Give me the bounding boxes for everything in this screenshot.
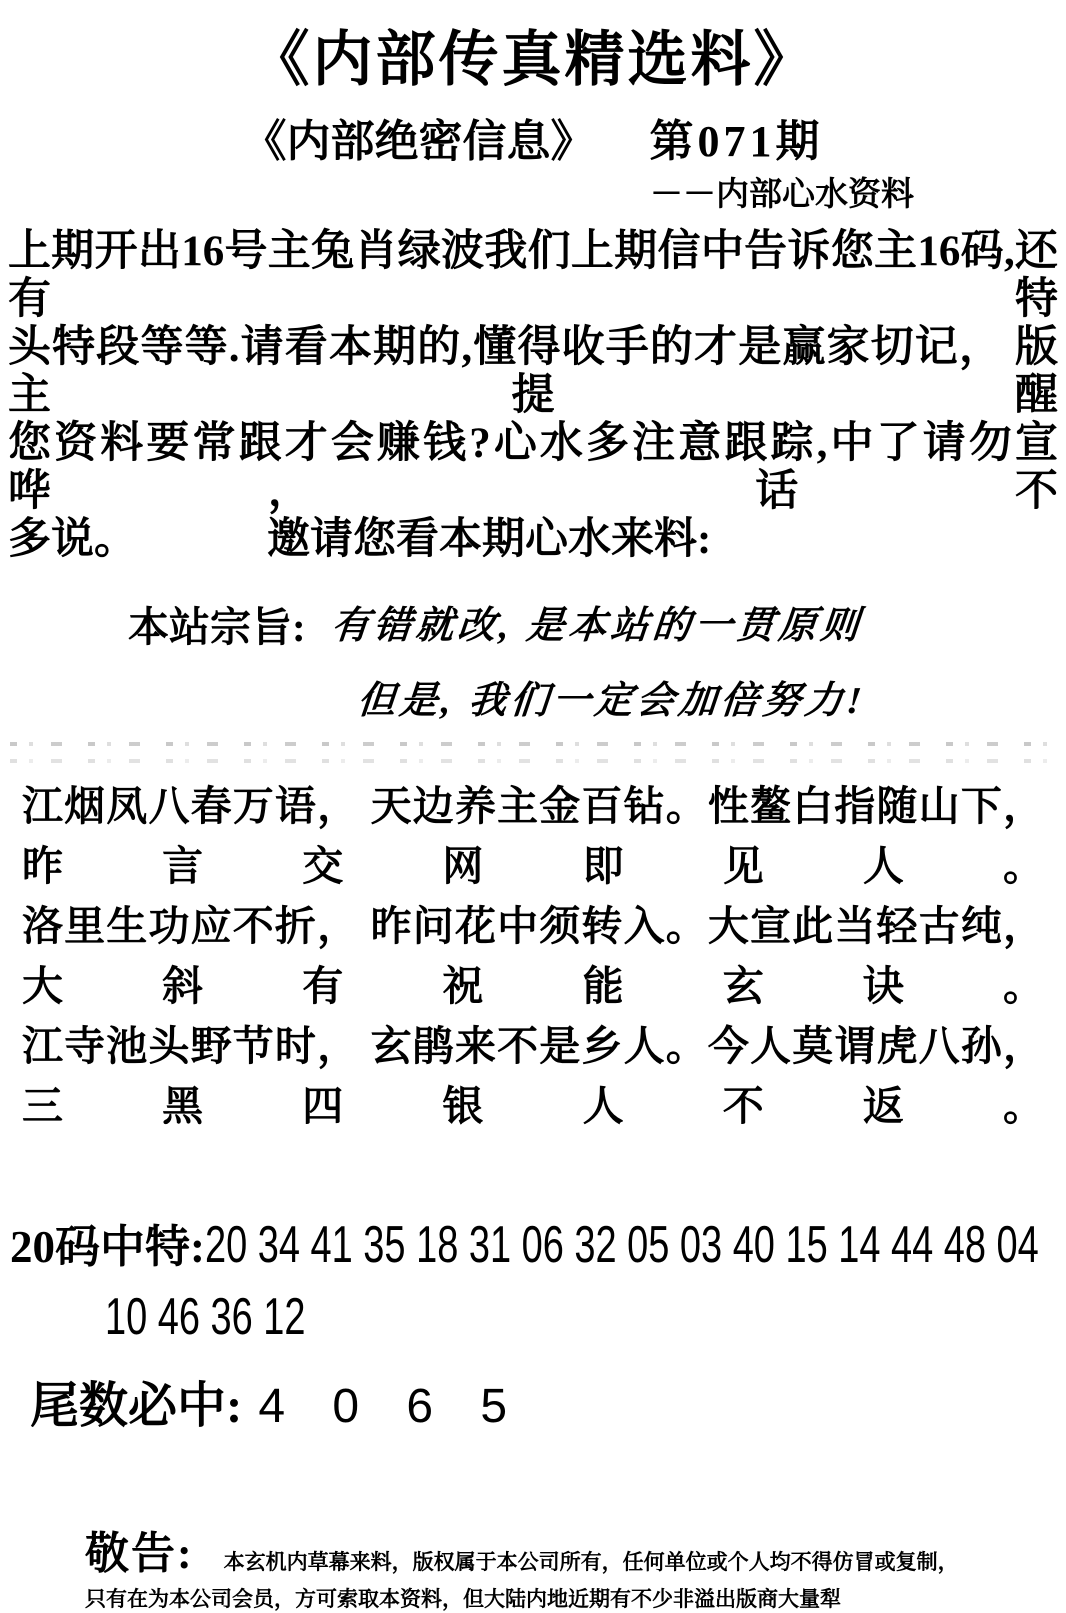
motto-line-2: 但是, 我们一定会加倍努力! <box>355 680 868 722</box>
picks-row-1 <box>10 1210 1066 1275</box>
intro-line-3: 您资料要常跟才会赚钱?心水多注意跟踪,中了请勿宣哗， 话不 <box>8 420 1058 515</box>
notice-line-2: 只有在为本公司会员，方可索取本资料，但大陆内地近期有不少非溢出版商大量犁 <box>85 1587 841 1611</box>
notice-label: 敬告: <box>85 1529 194 1578</box>
subtitle-row <box>0 116 1066 168</box>
intro-line-4 <box>8 516 1058 564</box>
picks-label: 20码中特: <box>10 1222 205 1272</box>
page-title: 《内部传真精选料》 <box>249 27 817 93</box>
issue-number: 第071期 <box>649 117 824 166</box>
tail-codes: 4 0 6 5 <box>258 1380 508 1433</box>
scan-noise-band <box>10 742 1056 763</box>
intro-line-4-right: 邀请您看本期心水来料: <box>267 516 712 563</box>
tagline: －－内部心水资料 <box>650 177 914 213</box>
notice-line-1: 本玄机内草幕来料，版权属于本公司所有，任何单位或个人均不得仿冒或复制， <box>223 1550 959 1574</box>
intro-line-4-left: 多说。 <box>8 516 137 563</box>
intro-paragraph <box>8 228 1058 564</box>
tail-row <box>30 1367 1066 1437</box>
poem-line-3: 江寺池头野节时， 玄鹃来不是乡人。今人莫谓虎八孙， 三黑四银人不返。 <box>22 1023 1044 1129</box>
motto-label: 本站宗旨: <box>128 604 306 650</box>
poem-line-2: 洛里生功应不折， 昨问花中须转入。大宣此当轻古纯， 大斜有祝能玄诀。 <box>22 903 1044 1009</box>
number-picks <box>0 1210 1066 1437</box>
intro-line-2: 头特段等等.请看本期的,懂得收手的才是赢家切记， 版主提醒 <box>8 324 1058 419</box>
scan-noise-stripe <box>10 742 1056 746</box>
site-motto <box>0 594 1066 724</box>
tail-label: 尾数必中: <box>30 1378 243 1433</box>
motto-line-1: 有错就改, 是本站的一贯原则 <box>329 605 865 647</box>
picks-codes-line-1: 20 34 41 35 18 31 06 32 05 03 40 15 14 44 48 04 <box>205 1216 1039 1274</box>
poem-block <box>22 776 1044 1136</box>
subtitle: 《内部绝密信息》 <box>242 117 595 166</box>
scan-noise-stripe <box>10 759 1056 763</box>
intro-line-1: 上期开出16号主兔肖绿波我们上期信中告诉您主16码,还有特 <box>8 228 1058 323</box>
notice-head <box>85 1517 976 1581</box>
picks-codes-line-2: 10 46 36 12 <box>105 1288 306 1346</box>
copyright-notice <box>85 1517 976 1613</box>
poem-line-1: 江烟凤八春万语， 天边养主金百钻。性鳌白指随山下， 昨言交网即见人。 <box>22 783 1044 889</box>
